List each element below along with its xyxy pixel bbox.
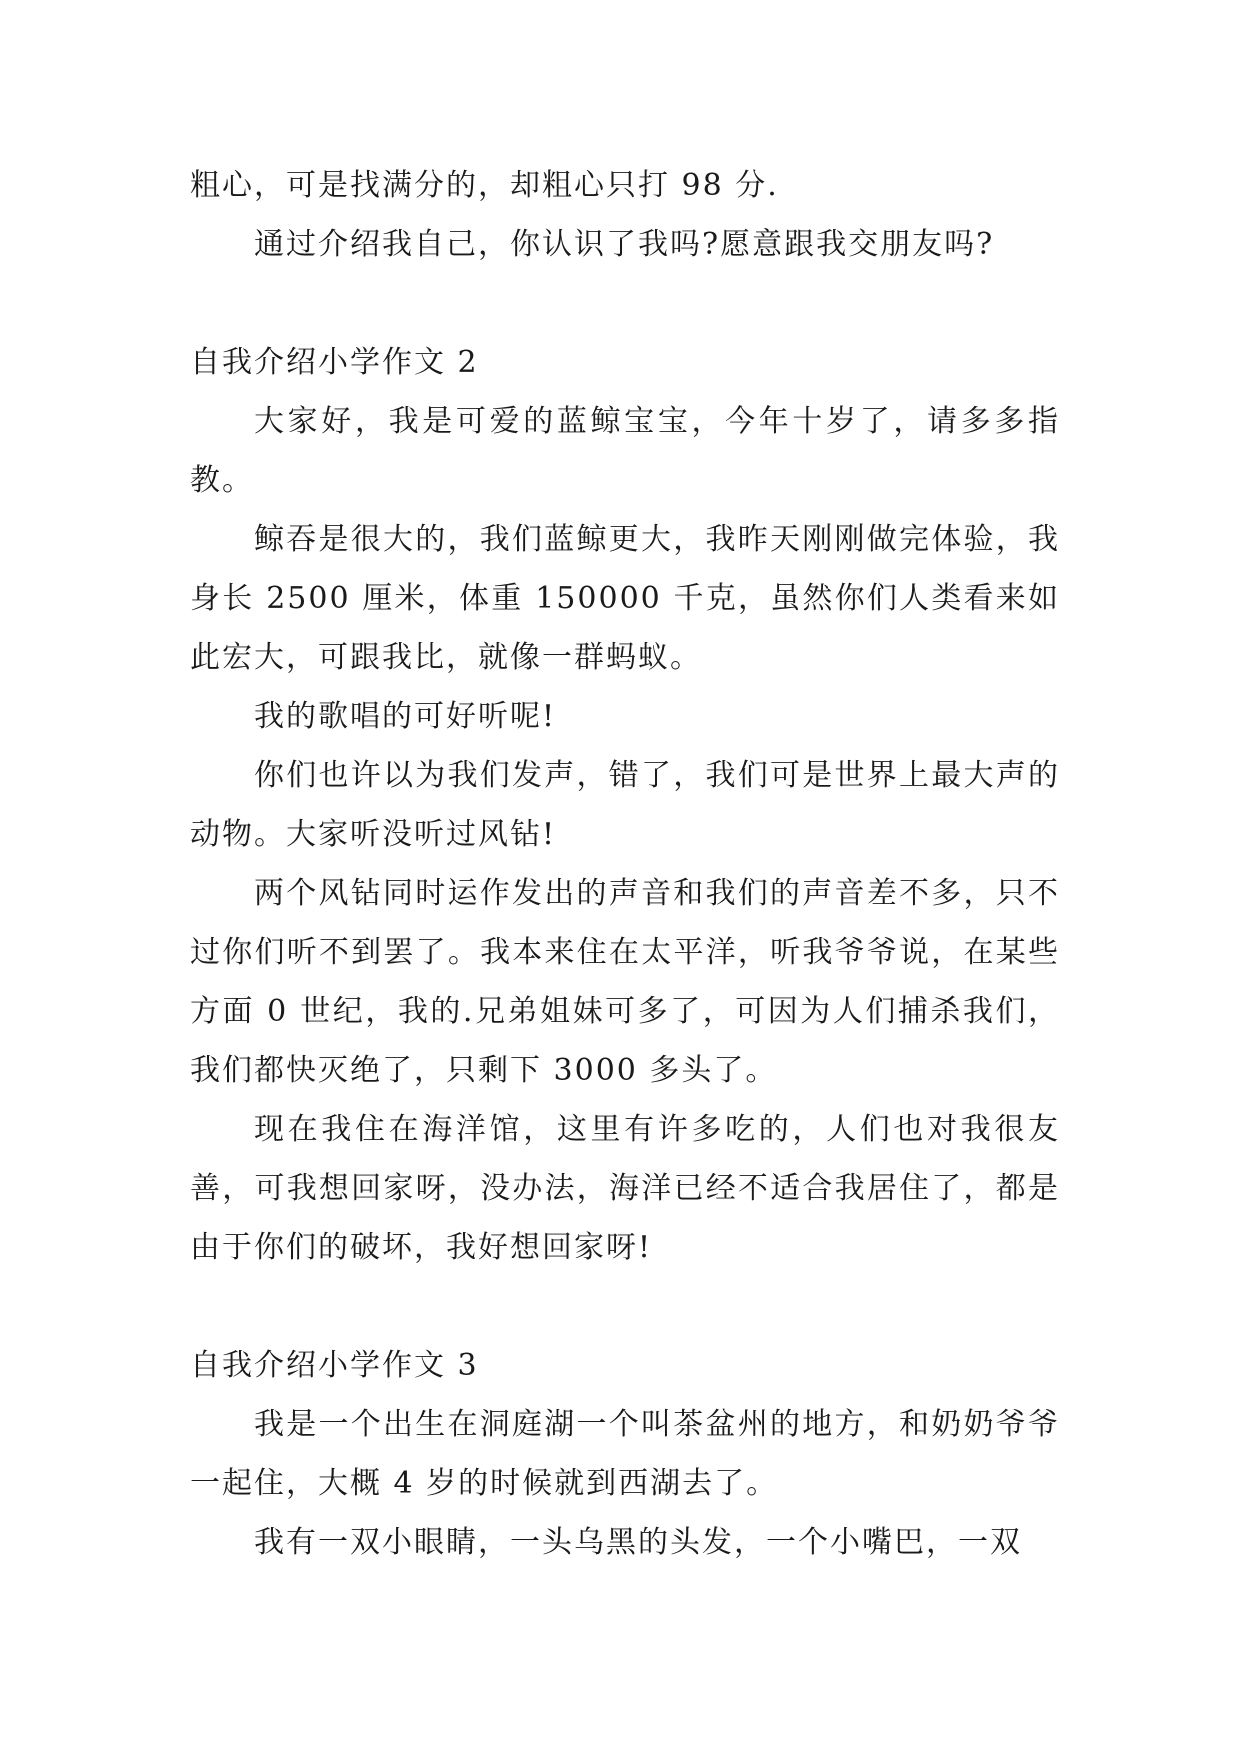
paragraph: 通过介绍我自己，你认识了我吗?愿意跟我交朋友吗? [254,227,995,262]
paragraph: 现在我住在海洋馆，这里有许多吃的，人们也对我很友善，可我想回家呀，没办法，海洋已经不适合我居住了，都是由于你们的破坏，我好想回家呀! [190,1112,1060,1265]
paragraph: 我是一个出生在洞庭湖一个叫茶盆州的地方，和奶奶爷爷一起住，大概 4 岁的时候就到西湖去了。 [190,1407,1060,1501]
paragraph: 大家好，我是可爱的蓝鲸宝宝，今年十岁了，请多多指教。 [190,404,1060,498]
paragraph: 两个风钻同时运作发出的声音和我们的声音差不多，只不过你们听不到罢了。我本来住在太平洋，听我爷爷说，在某些方面 0 世纪，我的.兄弟姐妹可多了，可因为人们捕杀我们，我们都快灭绝了，只剩下 3000 多头了。 [190,876,1060,1088]
section-title: 自我介绍小学作文 2 [190,345,479,380]
section-spacer [190,1277,1060,1336]
document-body [190,156,1060,1572]
section-spacer [190,274,1060,333]
paragraph: 我有一双小眼睛，一头乌黑的头发，一个小嘴巴，一双 [254,1525,1022,1560]
paragraph: 粗心，可是找满分的，却粗心只打 98 分. [190,168,779,203]
paragraph: 我的歌唱的可好听呢! [254,699,557,734]
paragraph: 你们也许以为我们发声，错了，我们可是世界上最大声的动物。大家听没听过风钻! [190,758,1060,852]
paragraph: 鲸吞是很大的，我们蓝鲸更大，我昨天刚刚做完体验，我身长 2500 厘米，体重 150000 千克，虽然你们人类看来如此宏大，可跟我比，就像一群蚂蚁。 [190,522,1060,675]
section-title: 自我介绍小学作文 3 [190,1348,479,1383]
